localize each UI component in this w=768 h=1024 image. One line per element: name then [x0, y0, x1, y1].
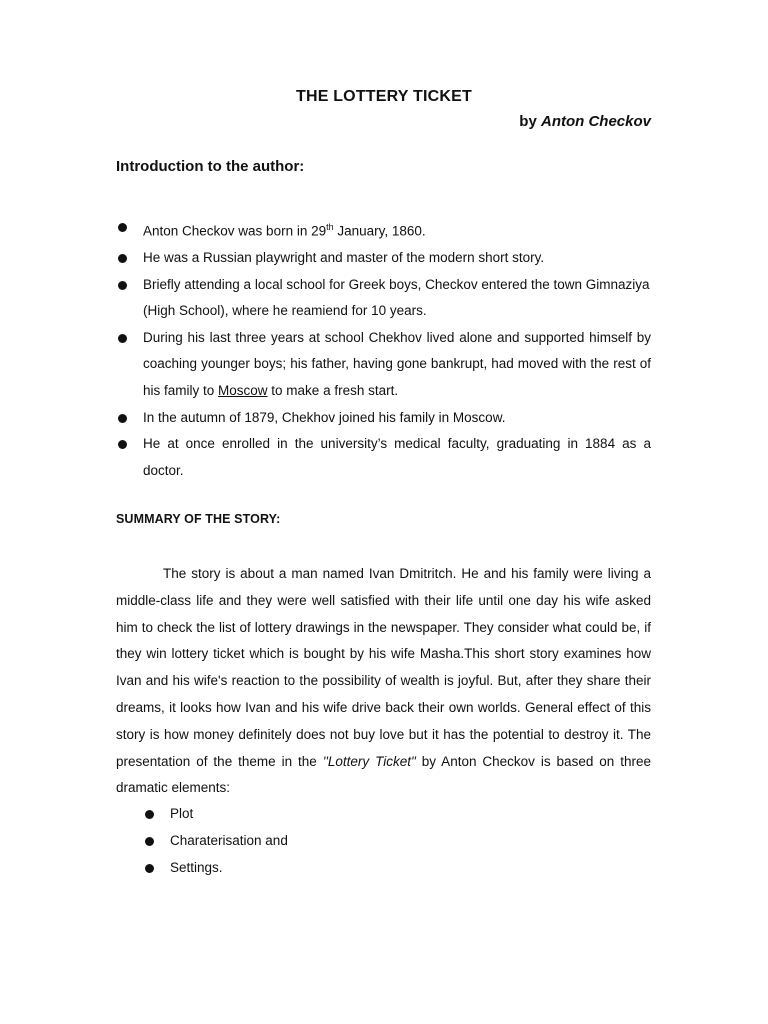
summary-paragraph: [116, 561, 651, 802]
ordinal-suffix: th: [326, 222, 334, 232]
list-item-text: Briefly attending a local school for Greek boys, Checkov entered the town Gimnaziya (High School), where he reamiend for 10 years.: [143, 276, 650, 319]
list-item-text: to make a fresh start.: [267, 383, 399, 399]
story-title-italic: ''Lottery Ticket": [322, 753, 416, 769]
list-item-text: He at once enrolled in the university’s medical faculty, graduating in 1884 as a doctor.: [143, 436, 651, 478]
element-label: Plot: [170, 806, 194, 821]
list-item: [116, 214, 651, 245]
bullet-icon: [118, 254, 127, 263]
list-item-text: During his last three years at school Chekhov lived alone and supported himself by coaching younger boys; his father, having gone bankrupt, had moved with the rest of his family to: [143, 329, 651, 399]
list-item: [143, 855, 443, 882]
bullet-icon: [118, 440, 127, 449]
list-item: [143, 801, 443, 828]
author-name: Anton Checkov: [540, 113, 651, 130]
document-title: THE LOTTERY TICKET: [295, 88, 473, 105]
element-label: Charaterisation and: [170, 832, 288, 848]
list-item-text: Anton Checkov was born in 29: [143, 223, 327, 239]
byline-prefix: by: [519, 113, 541, 130]
author-facts-list: [116, 214, 651, 484]
list-item: [116, 431, 651, 484]
bullet-icon: [118, 414, 127, 423]
list-item: [116, 245, 651, 272]
bullet-icon: [118, 223, 127, 232]
list-item: [116, 325, 651, 405]
summary-text-end: by Anton Checkov is based on three dramatic elements:: [116, 753, 651, 796]
moscow-link[interactable]: Moscow: [218, 383, 268, 399]
summary-heading: SUMMARY OF THE STORY:: [116, 512, 281, 526]
list-item-text: In the autumn of 1879, Chekhov joined his family in Moscow.: [143, 409, 506, 425]
element-label: Settings.: [170, 859, 223, 875]
bullet-icon: [145, 864, 154, 873]
list-item: [116, 272, 651, 325]
bullet-icon: [118, 334, 127, 343]
list-item-text: January, 1860.: [333, 223, 426, 239]
bullet-icon: [145, 810, 154, 819]
bullet-icon: [118, 281, 127, 290]
bullet-icon: [145, 837, 154, 846]
list-item: [116, 405, 651, 432]
dramatic-elements-list: [143, 801, 443, 881]
list-item: [143, 828, 443, 855]
summary-text: The story is about a man named Ivan Dmitritch. He and his family were living a middle-class life and they were well satisfied with their life until one day his wife asked him to check the list of lottery drawings in the newspaper. They consider what could be, if they win lottery ticket which is bought by his wife Masha.This short story examines how Ivan and his wife's reaction to the possibility of wealth is joyful. But, after they share their dreams, it looks how Ivan and his wife drive back their own worlds. General effect of this story is how money definitely does not buy love but it has the potential to destroy it. The presentation of the theme in the: [116, 566, 651, 769]
byline: [519, 113, 651, 130]
list-item-text: He was a Russian playwright and master of the modern short story.: [143, 250, 545, 266]
intro-heading: Introduction to the author:: [116, 158, 305, 175]
